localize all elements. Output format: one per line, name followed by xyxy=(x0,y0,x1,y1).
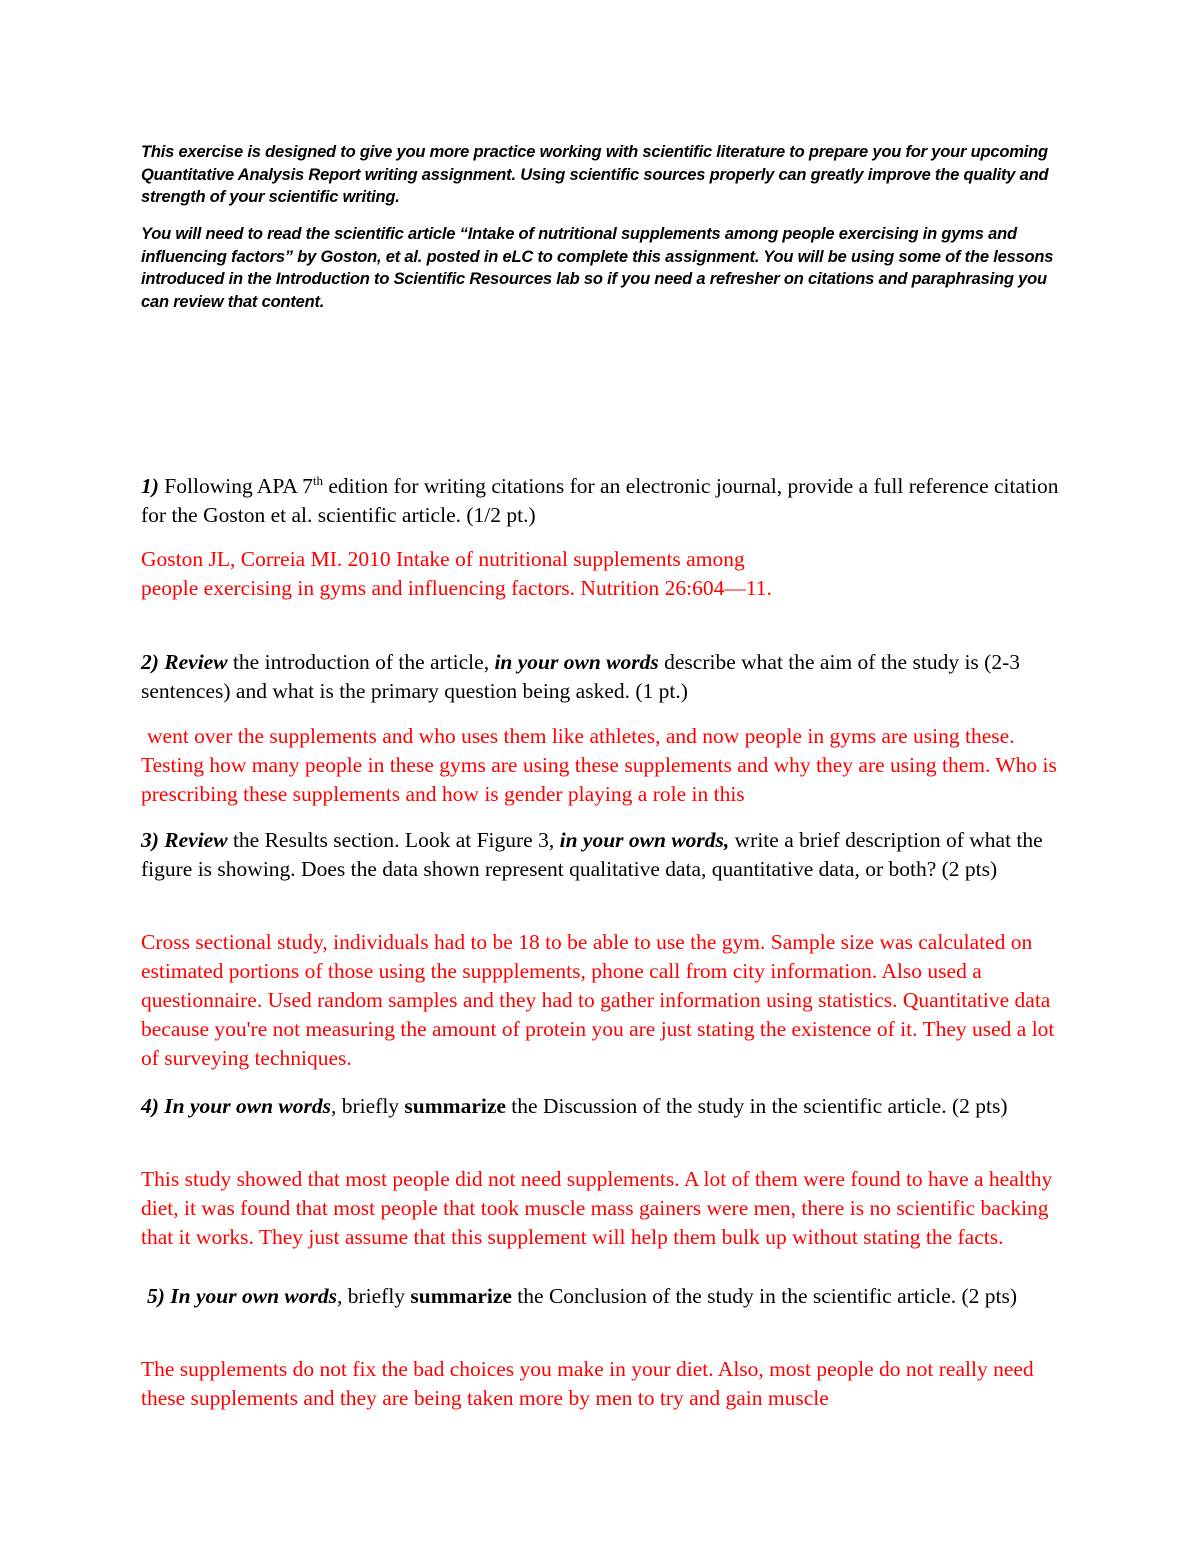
question-1 xyxy=(141,472,1076,530)
answer-2: went over the supplements and who uses them like athletes, and now people in gyms are using these. Testing how many people in these gyms are using these supplements and why they are using them. Who is prescribing these supplements and how is gender playing a role in this xyxy=(141,724,1057,806)
intro-paragraph-1: This exercise is designed to give you more practice working with scientific literature to prepare you for your upcoming Quantitative Analysis Report writing assignment. Using scientific sources properly can greatly improve the quality and strength of your scientific writing. xyxy=(141,143,1049,206)
question-5-emphasis: summarize xyxy=(410,1284,512,1308)
question-2-emphasis: in your own words xyxy=(494,650,659,674)
question-3-text-b: write a brief description of what the figure is showing. Does the data shown represent qualitative data, quantitative data, or both? (2 pts) xyxy=(141,828,1043,881)
question-5 xyxy=(141,1282,1076,1311)
answer-1-line-2: people exercising in gyms and influencing factors. Nutrition 26:604—11. xyxy=(141,576,772,600)
question-4-emphasis: summarize xyxy=(404,1094,506,1118)
question-2-lead: 2) Review xyxy=(141,650,228,674)
question-3-lead: 3) Review xyxy=(141,828,228,852)
question-4-text-a: , briefly xyxy=(330,1094,405,1118)
question-5-text-b: the Conclusion of the study in the scientific article. (2 pts) xyxy=(511,1284,1018,1308)
question-1-number: 1) xyxy=(141,474,159,498)
question-3-text-a: the Results section. Look at Figure 3, xyxy=(227,828,560,852)
answer-1 xyxy=(141,545,1076,603)
question-1-text-b: edition for writing citations for an electronic journal, provide a full reference citation for the Goston et al. scientific article. (1/2 pt.) xyxy=(141,474,1059,527)
question-3 xyxy=(141,826,1076,884)
intro-paragraph-2: You will need to read the scientific article “Intake of nutritional supplements among people exercising in gyms and influencing factors” by Goston, et al. posted in eLC to complete this assignment. You will be using some of the lessons introduced in the Introduction to Scientific Resources lab so if you need a refresher on citations and paraphrasing you can review that content. xyxy=(141,225,1054,311)
question-4-text-b: the Discussion of the study in the scientific article. (2 pts) xyxy=(505,1094,1008,1118)
answer-1-line-1: Goston JL, Correia MI. 2010 Intake of nutritional supplements among xyxy=(141,547,745,571)
answer-5: The supplements do not fix the bad choices you make in your diet. Also, most people do not really need these supplements and they are being taken more by men to try and gain muscle xyxy=(141,1357,1034,1410)
answer-3: Cross sectional study, individuals had to be 18 to be able to use the gym. Sample size was calculated on estimated portions of those using the suppplements, phone call from city information. Also used a questionnaire. Used random samples and they had to gather information using statistics. Quantitative data because you're not measuring the amount of protein you are just stating the existence of it. They used a lot of surveying techniques. xyxy=(141,930,1055,1070)
question-2 xyxy=(141,648,1076,706)
question-1-text-a: Following APA 7 xyxy=(158,474,313,498)
question-2-text-b: describe what the aim of the study is (2-3 sentences) and what is the primary question being asked. (1 pt.) xyxy=(141,650,1020,703)
question-2-text-a: the introduction of the article, xyxy=(227,650,495,674)
question-3-emphasis: in your own words, xyxy=(559,828,730,852)
answer-4: This study showed that most people did not need supplements. A lot of them were found to have a healthy diet, it was found that most people that took muscle mass gainers were men, there is no scientific backing that it works. They just assume that this supplement will help them bulk up without stating the facts. xyxy=(141,1167,1053,1249)
question-4 xyxy=(141,1092,1076,1121)
question-1-superscript: th xyxy=(312,472,323,488)
question-5-lead: 5) In your own words xyxy=(147,1284,337,1308)
question-4-lead: 4) In your own words xyxy=(141,1094,331,1118)
question-5-text-a: , briefly xyxy=(336,1284,411,1308)
